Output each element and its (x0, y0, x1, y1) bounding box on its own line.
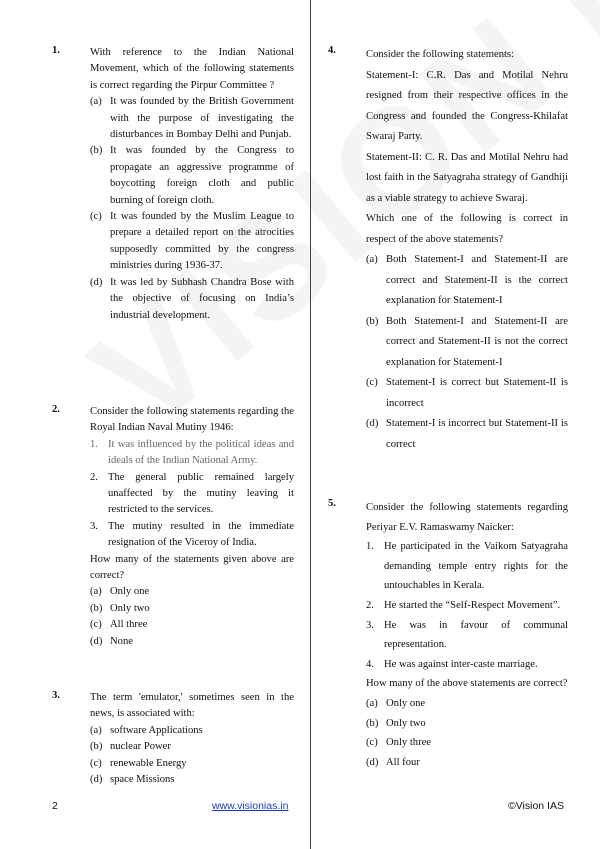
statement-text: He participated in the Vaikom Satyagraha demanding temple entry rights for the untouchables in Kerala. (384, 541, 568, 592)
option-label: (d) (90, 635, 103, 647)
option-label: (a) (90, 96, 102, 108)
statement-4 (366, 655, 568, 675)
option-a[interactable] (366, 694, 568, 714)
page-number: 2 (52, 800, 58, 812)
option-label: (b) (90, 145, 103, 157)
option-c[interactable] (90, 209, 294, 275)
statement-label: 1. (90, 438, 98, 450)
question-number: 5. (328, 498, 336, 509)
option-label: (b) (366, 315, 379, 327)
column-divider (310, 0, 311, 849)
statement-text: It was influenced by the political ideas and ideals of the Indian National Army. (108, 438, 294, 467)
statement-text: He was in favour of communal representation. (384, 619, 568, 651)
question-ask: How many of the above statements are correct? (366, 678, 568, 690)
statement-2 (366, 596, 568, 616)
question-stem: With reference to the Indian National Movement, which of the following statements is correct regarding the Pirpur Committee ? (90, 47, 294, 91)
option-label: (d) (90, 774, 103, 786)
question-number: 1. (52, 45, 60, 56)
option-a[interactable] (366, 250, 568, 312)
option-label: (c) (366, 377, 378, 388)
statement-text: The general public remained largely unaffected by the mutiny leaving it restricted to the services. (108, 471, 294, 516)
statement-label: 4. (366, 658, 374, 670)
statement-label: 2. (366, 599, 374, 611)
option-c[interactable] (90, 617, 294, 633)
option-label: (a) (366, 697, 378, 709)
option-d[interactable] (90, 772, 294, 788)
question-1 (52, 45, 294, 324)
option-label: (c) (90, 619, 102, 631)
option-c[interactable] (366, 373, 568, 414)
option-b[interactable] (90, 739, 294, 755)
option-label: (d) (90, 276, 103, 288)
option-text: space Missions (110, 774, 175, 786)
website-link[interactable]: www.visionias.in (212, 800, 289, 812)
statement-label: 3. (366, 619, 374, 631)
question-stem: Consider the following statements: (366, 49, 514, 60)
statement-two: Statement-II: C. R. Das and Motilal Nehru had lost faith in the Satyagraha strategy of Gandhiji as a viable strategy to achieve Swaraj. (366, 151, 568, 204)
option-text: Statement-I is incorrect but Statement-II is correct (386, 418, 568, 450)
option-d[interactable] (90, 275, 294, 324)
statement-2 (90, 470, 294, 519)
option-text: All four (386, 756, 420, 768)
option-text: All three (110, 619, 148, 631)
option-a[interactable] (90, 94, 294, 143)
question-4 (328, 45, 568, 455)
option-label: (b) (90, 741, 103, 753)
option-text: Only two (110, 602, 150, 614)
option-c[interactable] (90, 756, 294, 772)
question-number: 3. (52, 690, 60, 701)
statement-label: 2. (90, 471, 98, 483)
option-label: (c) (366, 737, 378, 749)
statement-3 (366, 616, 568, 655)
option-label: (c) (90, 757, 102, 769)
option-label: (b) (90, 602, 103, 614)
option-c[interactable] (366, 733, 568, 753)
option-text: software Applications (110, 724, 203, 736)
option-b[interactable] (90, 143, 294, 209)
option-label: (a) (90, 724, 102, 736)
question-5 (328, 498, 568, 772)
question-ask: Which one of the following is correct in respect of the above statements? (366, 213, 568, 245)
statement-text: He started the “Self-Respect Movement”. (384, 599, 561, 611)
statement-text: The mutiny resulted in the immediate resignation of the Viceroy of India. (108, 520, 294, 549)
option-b[interactable] (366, 312, 568, 374)
question-stem: Consider the following statements regarding Periyar E.V. Ramaswamy Naicker: (366, 502, 568, 533)
option-d[interactable] (366, 414, 568, 455)
option-d[interactable] (90, 634, 294, 650)
option-text: It was founded by the Congress to propagate an aggressive programme of boycotting foreign cloth and public burning of foreign cloth. (110, 145, 294, 206)
question-stem: Consider the following statements regarding the Royal Indian Naval Mutiny 1946: (90, 406, 294, 434)
question-number: 4. (328, 45, 336, 56)
question-3 (52, 690, 294, 788)
option-text: It was founded by the British Government with the purpose of investigating the disturbances in Bombay Delhi and Punjab. (110, 96, 294, 141)
statement-label: 3. (90, 520, 98, 532)
option-text: renewable Energy (110, 757, 187, 769)
option-text: Both Statement-I and Statement-II are correct and Statement-II is not the correct explanation for Statement-I (386, 315, 568, 368)
question-ask: How many of the statements given above are correct? (90, 553, 294, 582)
option-text: Only one (110, 586, 150, 598)
statement-text: He was against inter-caste marriage. (384, 658, 538, 670)
option-label: (a) (90, 586, 102, 598)
option-label: (d) (366, 418, 379, 429)
option-text: nuclear Power (110, 741, 171, 753)
option-label: (b) (366, 717, 379, 729)
option-text: None (110, 635, 133, 647)
option-label: (a) (366, 254, 378, 265)
statement-one: Statement-I: C.R. Das and Motilal Nehru resigned from their respective offices in the Congress and founded the Congress-Khilafat Swaraj Party. (366, 69, 568, 142)
option-a[interactable] (90, 584, 294, 600)
statement-1 (90, 437, 294, 470)
option-text: Statement-I is correct but Statement-II is incorrect (386, 377, 568, 409)
question-stem: The term 'emulator,' sometimes seen in the news, is associated with: (90, 692, 294, 720)
option-text: Only two (386, 717, 426, 729)
option-text: Only one (386, 697, 426, 709)
copyright-text: ©Vision IAS (508, 800, 564, 812)
question-number: 2. (52, 404, 60, 415)
option-b[interactable] (90, 601, 294, 617)
option-label: (d) (366, 756, 379, 768)
option-d[interactable] (366, 753, 568, 773)
statement-3 (90, 519, 294, 552)
option-text: It was founded by the Muslim League to prepare a detailed report on the atrocities supposedly committed by the congress ministries during 1936-37. (110, 211, 294, 272)
question-2 (52, 404, 294, 650)
option-b[interactable] (366, 714, 568, 734)
statement-1 (366, 537, 568, 596)
option-text: Both Statement-I and Statement-II are correct and Statement-II is the correct explanation for Statement-I (386, 254, 568, 306)
statement-label: 1. (366, 541, 374, 553)
option-label: (c) (90, 211, 102, 223)
option-a[interactable] (90, 723, 294, 739)
option-text: Only three (386, 737, 432, 749)
option-text: It was led by Subhash Chandra Bose with the objective of focusing on India’s industrial development. (110, 276, 294, 321)
